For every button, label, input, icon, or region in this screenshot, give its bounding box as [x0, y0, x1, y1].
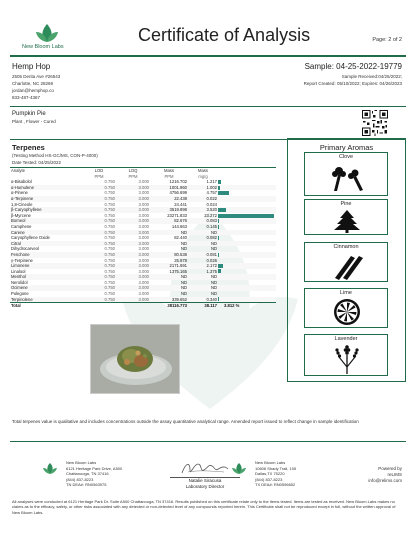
loq-cell: 3.000 [138, 291, 149, 297]
lod-cell: 0.750 [104, 179, 115, 185]
mass-mg-cell: 2.172 [188, 263, 218, 269]
mass-mg-cell: 0.026 [206, 257, 217, 263]
divider [10, 106, 406, 107]
powered-by-label: Powered by [378, 466, 402, 471]
loq-cell: 3.000 [138, 257, 149, 263]
client-city: Charlotte, NC 28269 [12, 81, 54, 86]
mass-ppm-cell: 3519.898 [150, 207, 188, 213]
header-divider [10, 55, 406, 57]
mass-mg-cell: 23.272 [204, 212, 217, 218]
mass-ppm-cell: ND [150, 285, 188, 291]
mass-mg-cell: 0.083 [188, 218, 218, 224]
sample-id: Sample: 04-25-2022-19779 [304, 62, 402, 71]
unit-cell: PPM [94, 173, 104, 179]
loq-cell: 3.000 [138, 201, 149, 207]
analyte-cell: Terpinolene [10, 297, 82, 303]
divider [10, 441, 406, 442]
loq-cell: 3.000 [116, 297, 150, 303]
loq-cell: 3.000 [116, 196, 150, 202]
client-address: 2505 Derita Ave #26543 [12, 74, 61, 79]
loq-cell: 3.000 [138, 235, 149, 241]
client-email: jordan@hemphop.co [12, 88, 54, 93]
concentration-bar [218, 264, 223, 268]
aroma-label: Lime [340, 290, 352, 296]
aroma-card-cinnamon [304, 242, 388, 282]
lod-cell: 0.750 [104, 235, 115, 241]
powered-by [368, 466, 402, 484]
terpenes-title: Terpenes [12, 143, 45, 152]
mass-mg-cell: 3.520 [188, 207, 218, 213]
client-details [12, 73, 60, 101]
clove-icon [327, 163, 367, 193]
lod-cell: 0.750 [82, 252, 116, 258]
lod-cell: 0.750 [82, 285, 116, 291]
mass-ppm-cell: 23271.833 [167, 212, 187, 218]
mass-mg-cell: 1.002 [188, 185, 218, 191]
aroma-label: Cinnamon [333, 244, 359, 250]
primary-aromas-title: Primary Aromas [319, 143, 374, 152]
mass-mg-cell: 0.081 [188, 252, 218, 258]
mass-mg-cell: ND [210, 279, 217, 285]
disclaimer: All analyses were conducted at 6121 Heritage Park Dr. Suite A500 Chattanooga, TN 37416. Results published on this certificate relate only to the items tested. Items are tested as received. New Bloom Labs makes no claims as to the efficacy, safety, or other risks associated with any detected or non-detected level of any compounds reported herein. This Certificate shall not be reproduced except in full, without the written approval of New Bloom Labs. [12, 499, 396, 515]
mass-ppm-cell: 24.441 [174, 201, 187, 207]
total-percent: 3.812 % [218, 303, 276, 309]
mass-mg-cell: 0.340 [188, 297, 218, 303]
signature-image [178, 458, 232, 478]
column-header-loq: LOQ [128, 168, 138, 173]
analyte-cell: α-Terpinene [10, 196, 82, 202]
total-ppm: 38116.773 [150, 303, 188, 309]
lod-cell: 0.750 [82, 263, 116, 269]
unit-cell: mg/g [198, 173, 208, 179]
mass-ppm-cell: 22.438 [150, 196, 188, 202]
column-header-analyte: Analyte [11, 168, 25, 173]
total-empty [116, 303, 150, 309]
analyte-cell: Caryophyllene Oxide [11, 235, 50, 241]
loq-cell: 3.000 [138, 246, 149, 252]
footer-lab-city: Chattanooga, TN 37416 [66, 471, 109, 476]
footer-lab-name: New Bloom Labs [66, 460, 97, 465]
analyte-cell: Borneol [10, 218, 82, 224]
mass-ppm-cell: 4756.699 [169, 190, 187, 196]
footer-lab-dea: TX DEA#: RN0596652 [255, 482, 296, 487]
mass-mg-cell: 0.145 [206, 223, 217, 229]
column-header-lod: LOD [94, 168, 104, 173]
concentration-bar [218, 208, 226, 212]
unit-cell: PPM [164, 173, 174, 179]
sample-photo-image [91, 325, 180, 394]
report-created: Report Created: 05/10/2022; Expires: 04/26/2023 [303, 81, 402, 86]
mass-mg-cell: ND [188, 230, 218, 236]
loq-cell: 3.000 [116, 241, 150, 247]
mass-ppm-cell: ND [180, 246, 187, 252]
loq-cell: 3.000 [116, 230, 150, 236]
analyte-cell: Ocimene [10, 285, 82, 291]
mass-ppm-cell: 80.538 [150, 252, 188, 258]
analyte-cell: α-Pinene [11, 190, 28, 196]
concentration-bar [218, 297, 219, 301]
mass-ppm-cell: ND [150, 230, 188, 236]
pine-tree-icon [327, 209, 367, 233]
footer-lab-chattanooga [66, 460, 122, 488]
terpenes-table-body [10, 179, 276, 303]
lavender-icon [327, 343, 367, 375]
signatory-name: Natalie Siracusa [188, 478, 222, 483]
lod-cell: 0.750 [82, 241, 116, 247]
mass-ppm-cell: 144.663 [171, 223, 187, 229]
aroma-card-lavender [304, 334, 388, 376]
product-type: Plant , Flower - Cured [12, 119, 56, 124]
lod-cell: 0.750 [104, 268, 115, 274]
product-name: Pumpkin Pie [12, 111, 46, 117]
aroma-label: Lavender [334, 336, 358, 342]
analyte-cell: Menthol [10, 274, 82, 280]
mass-mg-cell: 0.022 [188, 196, 218, 202]
analyte-cell: β-Caryophyllene [10, 207, 82, 213]
mass-ppm-cell: ND [150, 274, 188, 280]
footer-logo-icon [229, 462, 249, 478]
analyte-cell: Dihydrocarveol [11, 246, 39, 252]
lod-cell: 0.750 [82, 185, 116, 191]
loq-cell: 3.000 [116, 185, 150, 191]
mass-mg-cell: ND [210, 291, 217, 297]
analyte-cell: Citral [10, 241, 82, 247]
logo-text: New Bloom Labs [22, 44, 64, 50]
lod-cell: 0.750 [104, 201, 115, 207]
column-header-mass-mg: Mass [197, 168, 208, 173]
mass-ppm-cell: 1375.165 [169, 268, 187, 274]
analyte-cell: Pulegone [11, 291, 29, 297]
footer-lab-city: Dallas,TX 75220 [255, 471, 285, 476]
lime-slice-icon [327, 297, 367, 327]
concentration-bar [218, 214, 274, 218]
loq-cell: 3.000 [116, 252, 150, 258]
analyte-cell: Fenchone [10, 252, 82, 258]
sample-photo [90, 324, 180, 394]
date-tested: Date Tested: 04/25/2022 [12, 160, 61, 165]
mass-ppm-cell: 1216.702 [169, 179, 187, 185]
mass-ppm-cell: ND [180, 291, 187, 297]
loq-cell: 3.000 [116, 263, 150, 269]
terpenes-note: Total terpenes value is qualitative and includes concentrations outside the assay quantitative analytical range. Amended report issued to reflect change in sample identification [12, 419, 359, 424]
total-row [10, 303, 276, 309]
lod-cell: 0.750 [104, 279, 115, 285]
footer-lab-dea: TN DEA#: RN0563975 [66, 482, 107, 487]
analyte-cell: α-Bisabolol [11, 179, 32, 185]
analyte-cell: 1,8-Cineole [11, 201, 33, 207]
mass-mg-cell: 4.757 [206, 190, 217, 196]
footer-lab-dallas [255, 460, 296, 488]
mass-ppm-cell: 82.440 [174, 235, 187, 241]
mass-mg-cell: ND [188, 241, 218, 247]
analyte-cell: Carene [10, 230, 82, 236]
client-name: Hemp Hop [12, 62, 51, 71]
analyte-cell: γ-Terpinene [11, 257, 33, 263]
lod-cell: 0.750 [104, 190, 115, 196]
aroma-card-lime [304, 288, 388, 328]
lod-cell: 0.750 [82, 230, 116, 236]
mass-ppm-cell: 2171.691 [150, 263, 188, 269]
total-label: Total [10, 303, 82, 309]
lod-cell: 0.750 [82, 218, 116, 224]
footer-lab-name: New Bloom Labs [255, 460, 286, 465]
powered-by-email[interactable]: info@relims.com [368, 478, 402, 483]
lod-cell: 0.750 [104, 291, 115, 297]
mass-ppm-cell: 339.652 [150, 297, 188, 303]
lod-cell: 0.750 [104, 212, 115, 218]
lod-cell: 0.750 [82, 297, 116, 303]
concentration-bar [218, 269, 221, 273]
mass-ppm-cell: 82.676 [150, 218, 188, 224]
mass-mg-cell: 1.375 [206, 268, 217, 274]
mass-ppm-cell: ND [180, 279, 187, 285]
loq-cell: 3.000 [138, 268, 149, 274]
mass-mg-cell: 0.024 [206, 201, 217, 207]
lod-cell: 0.750 [82, 207, 116, 213]
loq-cell: 3.000 [138, 179, 149, 185]
mass-ppm-cell: 1001.960 [150, 185, 188, 191]
client-phone: 833-487-4367 [12, 95, 41, 100]
aroma-card-pine [304, 199, 388, 235]
lod-cell: 0.750 [82, 274, 116, 280]
powered-by-brand: reLIMS [387, 472, 402, 477]
footer-lab-phone: (844) 837-8223 [66, 476, 94, 482]
lod-cell: 0.750 [104, 246, 115, 252]
sample-details [304, 73, 402, 87]
page-number: Page: 2 of 2 [372, 37, 402, 43]
cinnamon-stick-icon [327, 252, 367, 280]
lod-cell: 0.750 [104, 257, 115, 263]
loq-cell: 3.000 [138, 190, 149, 196]
mass-mg-cell: ND [188, 285, 218, 291]
footer-logo-icon [40, 462, 60, 478]
lod-cell: 0.750 [82, 196, 116, 202]
footer-lab-address: 6121 Heritage Park Drive, A500 [66, 465, 123, 471]
testing-method: (Testing Method HS-GC/MS, CON-P-4000) [12, 153, 98, 158]
mass-ppm-cell: ND [150, 241, 188, 247]
concentration-bar [218, 186, 220, 190]
qr-code-icon[interactable] [362, 110, 388, 136]
sample-received: Sample Received:04/25/2022; [341, 74, 402, 79]
mass-mg-cell: 0.082 [206, 235, 217, 241]
mass-mg-cell: ND [210, 246, 217, 252]
column-header-mass-ppm: Mass [163, 168, 174, 173]
mass-ppm-cell: 25.978 [174, 257, 187, 263]
terpenes-table [10, 168, 276, 309]
loq-cell: 3.000 [116, 285, 150, 291]
loq-cell: 3.000 [138, 279, 149, 285]
loq-cell: 3.000 [116, 218, 150, 224]
mass-mg-cell: 1.217 [206, 179, 217, 185]
loq-cell: 3.000 [116, 207, 150, 213]
aroma-card-clove [304, 152, 388, 196]
concentration-bar [218, 191, 229, 195]
analyte-cell: α-Humulene [10, 185, 82, 191]
footer-lab-phone: (844) 837-8223 [255, 476, 283, 482]
total-empty [82, 303, 116, 309]
analyte-cell: Nerolidol [11, 279, 28, 285]
lod-cell: 0.750 [104, 223, 115, 229]
total-mg: 38.117 [188, 303, 218, 309]
footer-lab-address: 10606 Shady Trail, 105 [255, 465, 297, 471]
mass-mg-cell: ND [188, 274, 218, 280]
analyte-cell: Linalool [11, 268, 26, 274]
concentration-bar [218, 180, 221, 184]
analyte-cell: Camphene [11, 223, 32, 229]
signatory-role: Laboratory Director [185, 484, 225, 489]
loq-cell: 3.000 [116, 274, 150, 280]
unit-cell: PPM [128, 173, 138, 179]
document-title: Certificate of Analysis [138, 25, 311, 45]
loq-cell: 3.000 [138, 223, 149, 229]
analyte-cell: β-Myrcene [11, 212, 31, 218]
analyte-cell: Limonene [10, 263, 82, 269]
aroma-label: Pine [340, 201, 352, 207]
aroma-label: Clove [338, 154, 354, 160]
loq-cell: 3.000 [138, 212, 149, 218]
